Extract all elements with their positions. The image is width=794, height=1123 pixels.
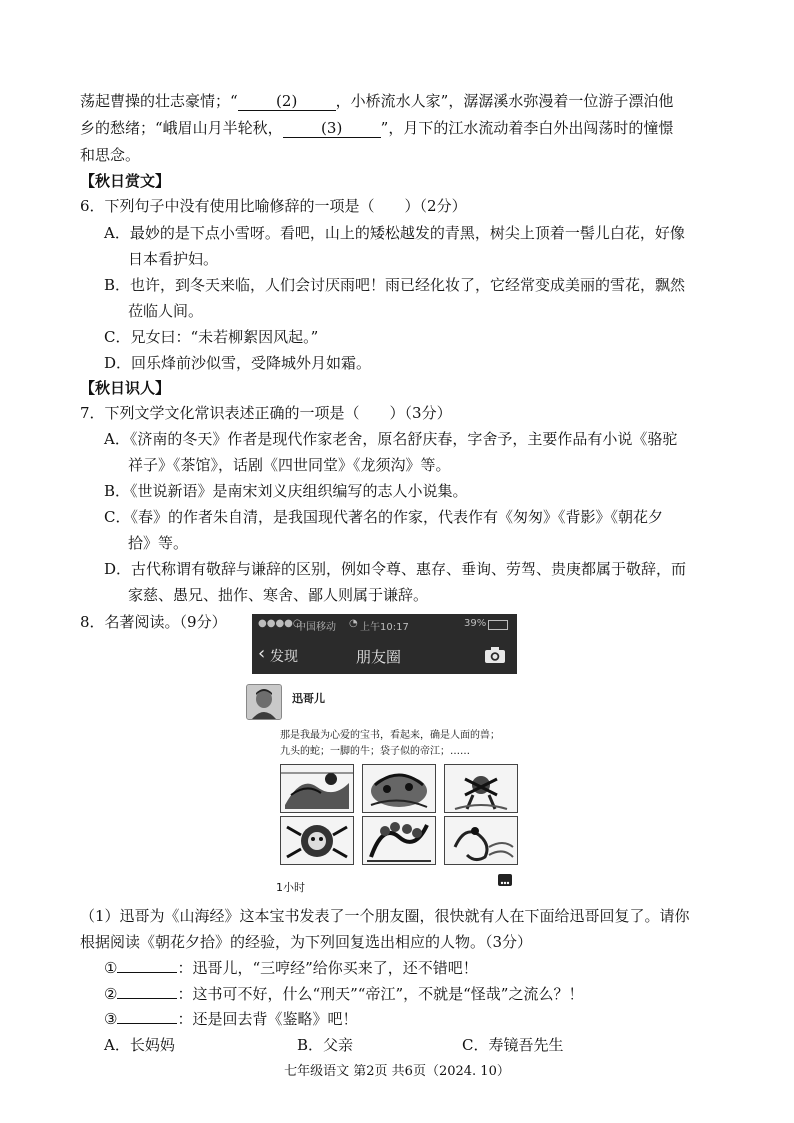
poem-line-1-mid: ，小桥流水人家”，潺潺溪水弥漫着一位游子漂泊他 [335, 92, 674, 110]
question-7-option-d-cont: 家慈、愚兄、拙作、寒舍、鄙人则属于谦辞。 [128, 586, 429, 604]
choice-c[interactable]: C．寿镜吾先生 [462, 1036, 564, 1054]
question-7-option-a-cont: 祥子》《茶馆》，话剧《四世同堂》《龙须沟》等。 [128, 456, 451, 474]
question-6-option-b[interactable]: B．也许，到冬天来临，人们会讨厌雨吧！雨已经化妆了，它经常变成美丽的雪花，飘然 [104, 276, 686, 294]
poem-line-3: 和思念。 [80, 146, 141, 164]
post-author[interactable]: 迅哥儿 [292, 692, 325, 705]
status-time: 上午10:17 [360, 622, 409, 633]
post-text-line-2: 九头的蛇；一脚的牛；袋子似的帝江；…… [280, 746, 470, 757]
poem-line-1 [80, 91, 673, 111]
section-heading-people: 【秋日识人】 [80, 379, 171, 397]
choice-a[interactable]: A．长妈妈 [104, 1036, 175, 1054]
poem-line-2-end: ”，月下的江水流动着李白外出闯荡时的憧憬 [380, 119, 674, 137]
status-bar [252, 618, 517, 634]
moments-title: 朋友圈 [356, 648, 402, 666]
signal-icon: ●●●●○ [258, 618, 302, 629]
question-6-option-d[interactable]: D．回乐烽前沙似雪，受降城外月如霜。 [104, 354, 372, 372]
comment-icon[interactable] [498, 874, 512, 886]
poem-line-2-start: 乡的愁绪；“峨眉山月半轮秋， [80, 119, 283, 137]
question-7-option-a[interactable]: A．《济南的冬天》作者是现代作家老舍，原名舒庆春，字舍予，主要作品有小说《骆驼 [104, 430, 678, 448]
moments-post [244, 676, 524, 894]
question-6-option-a-cont: 日本看护妇。 [128, 250, 219, 268]
section-heading-appreciation: 【秋日赏文】 [80, 172, 171, 190]
poem-line-2 [80, 118, 673, 138]
back-chevron-icon[interactable]: ‹ [258, 643, 266, 664]
reply-3-text: ：还是回去背《鉴略》吧！ [177, 1010, 358, 1028]
reply-2-number: ② [104, 985, 118, 1003]
poem-line-1-start: 荡起曹操的壮志豪情；“ [80, 92, 238, 110]
answer-blank-2[interactable]: (2) [238, 92, 336, 111]
question-6-option-a[interactable]: A．最妙的是下点小雪呀。看吧，山上的矮松越发的青黑，树尖上顶着一髻儿白花，好像 [104, 224, 685, 242]
question-7-option-c-cont: 拾》等。 [128, 534, 189, 552]
answer-blank-3[interactable]: (3) [283, 119, 381, 138]
question-6-option-c[interactable]: C．兄女曰：“未若柳絮因风起。” [104, 328, 319, 346]
wifi-icon: ◔ [349, 618, 358, 629]
question-8-1-line-1: （1）迅哥为《山海经》这本宝书发表了一个朋友圈，很快就有人在下面给迅哥回复了。请你 [80, 907, 690, 925]
post-image-5[interactable] [362, 816, 436, 865]
camera-icon[interactable] [484, 646, 506, 668]
question-7-stem: 7．下列文学文化常识表述正确的一项是（ ）（3分） [80, 404, 452, 422]
page-footer: 七年级语文 第2页 共6页（2024. 10） [284, 1064, 510, 1079]
reply-2-text: ：这书可不好，什么“刑天”“帝江”，不就是“怪哉”之流么？！ [177, 985, 584, 1003]
battery-icon [488, 620, 508, 630]
nav-bar [252, 644, 517, 670]
post-image-1[interactable] [280, 764, 354, 813]
reply-2-answer-blank[interactable] [117, 998, 177, 999]
avatar[interactable] [246, 684, 282, 720]
question-6-stem: 6．下列句子中没有使用比喻修辞的一项是（ ）（2分） [80, 197, 467, 215]
question-8-1-line-2: 根据阅读《朝花夕拾》的经验，为下列回复选出相应的人物。（3分） [80, 933, 533, 951]
reply-3 [104, 1009, 357, 1029]
reply-1 [104, 958, 478, 978]
post-image-3[interactable] [444, 764, 518, 813]
choice-b[interactable]: B．父亲 [297, 1036, 354, 1054]
question-8-title: 8．名著阅读。（9分） [80, 613, 227, 631]
post-image-4[interactable] [280, 816, 354, 865]
question-7-option-d[interactable]: D．古代称谓有敬辞与谦辞的区别，例如令尊、惠存、垂询、劳驾、贵庚都属于敬辞，而 [104, 560, 687, 578]
reply-1-answer-blank[interactable] [117, 972, 177, 973]
reply-3-number: ③ [104, 1010, 118, 1028]
question-7-option-b[interactable]: B．《世说新语》是南宋刘义庆组织编写的志人小说集。 [104, 482, 468, 500]
reply-1-text: ：迅哥儿，“三哼经”给你买来了，还不错吧！ [177, 959, 478, 977]
post-time: 1小时 [276, 881, 305, 894]
reply-2 [104, 984, 583, 1004]
post-image-2[interactable] [362, 764, 436, 813]
post-text-line-1: 那是我最为心爱的宝书，看起来，确是人面的兽； [280, 730, 500, 741]
carrier-name: 中国移动 [296, 622, 336, 633]
battery-level: 39% [464, 618, 487, 629]
post-image-6[interactable] [444, 816, 518, 865]
question-7-option-c[interactable]: C．《春》的作者朱自清，是我国现代著名的作家，代表作有《匆匆》《背影》《朝花夕 [104, 508, 663, 526]
question-6-option-b-cont: 莅临人间。 [128, 302, 204, 320]
reply-3-answer-blank[interactable] [117, 1023, 177, 1024]
back-button[interactable]: 发现 [270, 649, 298, 665]
phone-header [252, 614, 517, 674]
reply-1-number: ① [104, 959, 118, 977]
